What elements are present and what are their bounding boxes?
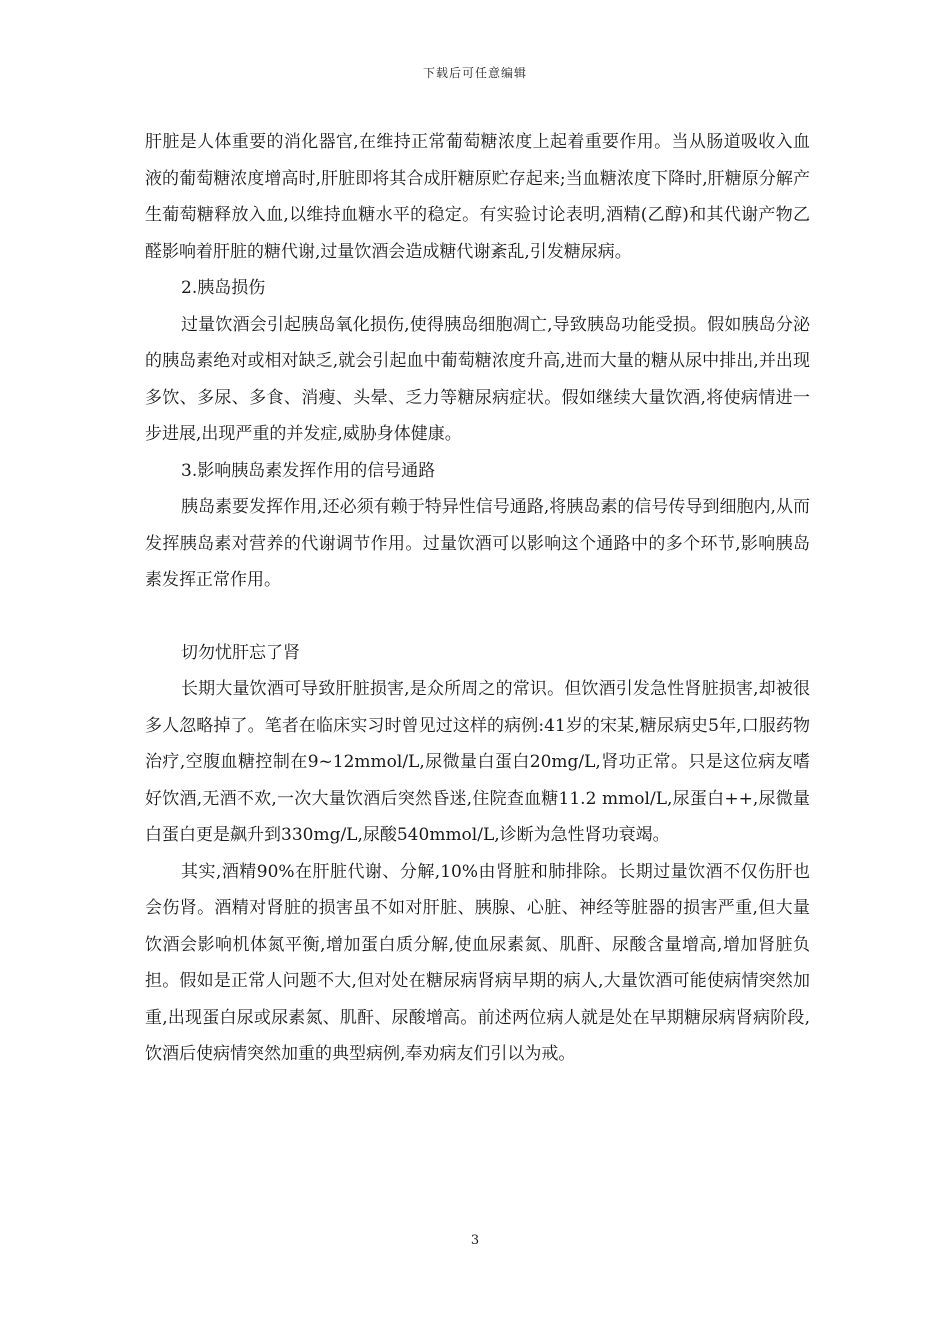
document-body: [145, 124, 810, 1073]
paragraph-liver-glucose: 肝脏是人体重要的消化器官,在维持正常葡萄糖浓度上起着重要作用。当从肠道吸收入血液的葡萄糖浓度增高时,肝脏即将其合成肝糖原贮存起来;当血糖浓度下降时,肝糖原分解产生葡萄糖释放入血,以维持血糖水平的稳定。有实验讨论表明,酒精(乙醇)和其代谢产物乙醛影响着肝脏的糖代谢,过量饮酒会造成糖代谢紊乱,引发糖尿病。: [145, 132, 810, 262]
heading-islet-damage: 2.胰岛损伤: [181, 278, 266, 298]
section-gap: [145, 599, 810, 635]
page-number: 3: [470, 1233, 480, 1248]
paragraph-insulin-signaling: 胰岛素要发挥作用,还必须有赖于特异性信号通路,将胰岛素的信号传导到细胞内,从而发挥胰岛素对营养的代谢调节作用。过量饮酒可以影响这个通路中的多个环节,影响胰岛素发挥正常作用。: [145, 497, 810, 590]
paragraph-kidney-case: 长期大量饮酒可导致肝脏损害,是众所周之的常识。但饮酒引发急性肾脏损害,却被很多人忽略掉了。笔者在临床实习时曾见过这样的病例:41岁的宋某,糖尿病史5年,口服药物治疗,空腹血糖控制在9~12mmol/L,尿微量白蛋白20mg/L,肾功正常。只是这位病友嗜好饮酒,无酒不欢,一次大量饮酒后突然昏迷,住院查血糖11.2 mmol/L,尿蛋白++,尿微量白蛋白更是飙升到330mg/L,尿酸540mmol/L,诊断为急性肾功衰竭。: [145, 679, 810, 845]
heading-kidney: 切勿忧肝忘了肾: [181, 642, 300, 663]
page-header: 下载后可任意编辑: [422, 66, 527, 80]
paragraph-kidney-explanation: 其实,酒精90%在肝脏代谢、分解,10%由肾脏和肺排除。长期过量饮酒不仅伤肝也会伤肾。酒精对肾脏的损害虽不如对肝脏、胰腺、心脏、神经等脏器的损害严重,但大量饮酒会影响机体氮平衡,增加蛋白质分解,使血尿素氮、肌酐、尿酸含量增高,增加肾脏负担。假如是正常人问题不大,但对处在糖尿病肾病早期的病人,大量饮酒可能使病情突然加重,出现蛋白尿或尿素氮、肌酐、尿酸增高。前述两位病人就是处在早期糖尿病肾病阶段,饮酒后使病情突然加重的典型病例,奉劝病友们引以为戒。: [145, 861, 810, 1064]
paragraph-islet-damage: 过量饮酒会引起胰岛氧化损伤,使得胰岛细胞凋亡,导致胰岛功能受损。假如胰岛分泌的胰岛素绝对或相对缺乏,就会引起血中葡萄糖浓度升高,进而大量的糖从尿中排出,并出现多饮、多尿、多食、消瘦、头晕、乏力等糖尿病症状。假如继续大量饮酒,将使病情进一步进展,出现严重的并发症,威胁身体健康。: [145, 314, 810, 444]
heading-insulin-signaling: 3.影响胰岛素发挥作用的信号通路: [181, 460, 436, 481]
